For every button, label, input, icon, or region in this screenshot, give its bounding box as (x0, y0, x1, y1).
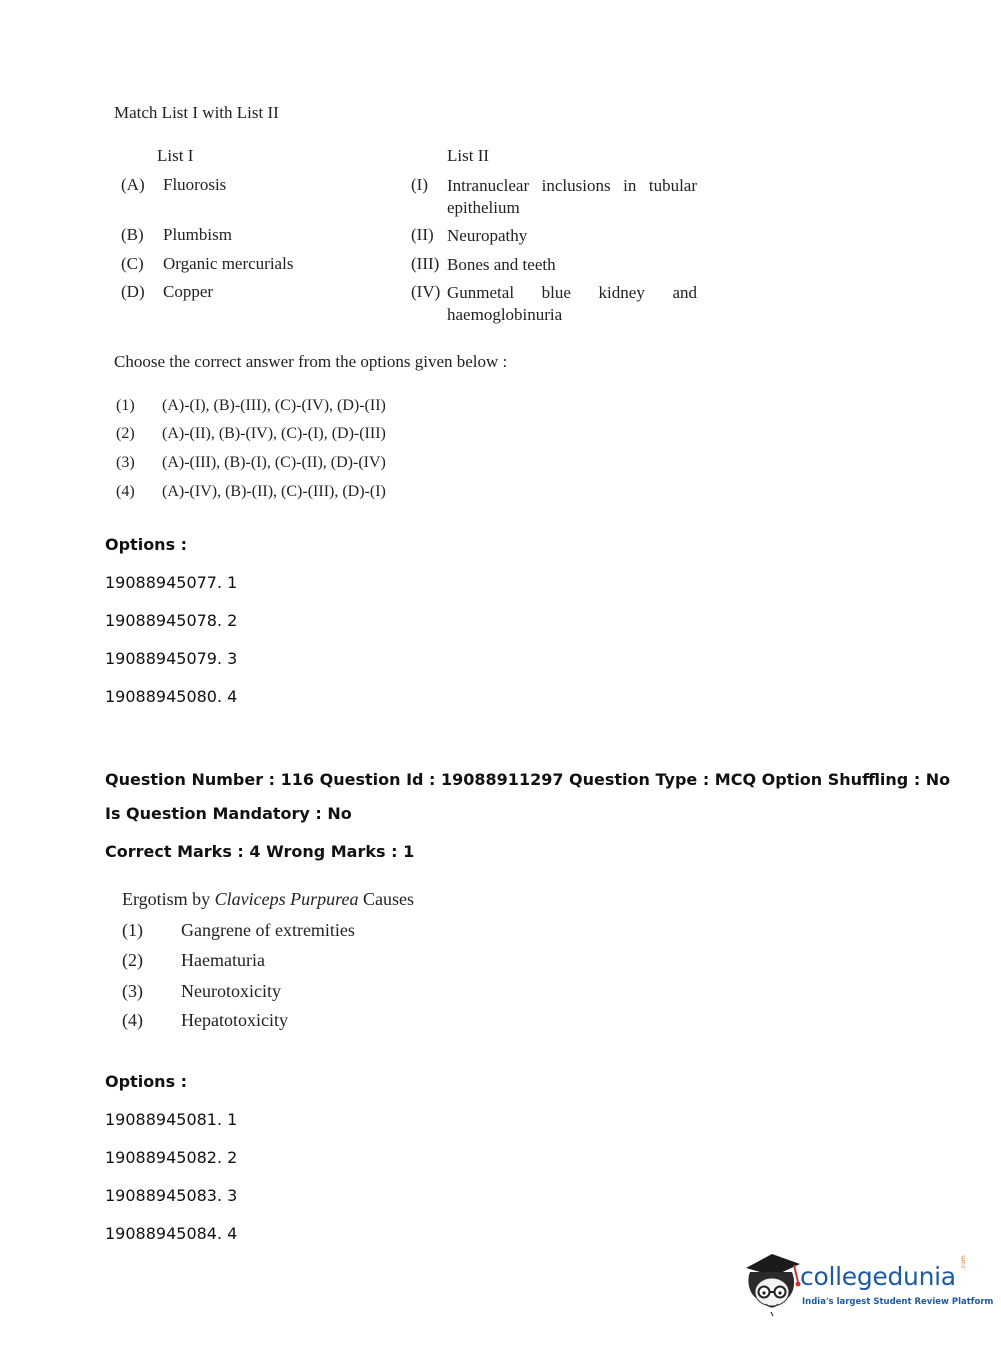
answer-choice: (3) Neurotoxicity (122, 981, 281, 1001)
question-marks: Correct Marks : 4 Wrong Marks : 1 (105, 842, 415, 861)
option-id: 19088945080. 4 (105, 687, 238, 706)
brand-tagline: India's largest Student Review Platform (802, 1297, 994, 1307)
brand-name: collegedunia (800, 1262, 956, 1291)
option-id: 19088945084. 4 (105, 1224, 238, 1243)
list1-heading: List I (157, 146, 194, 165)
list2-item: (I) Intranuclear inclusions in tubular epithelium (411, 175, 697, 217)
option-id: 19088945077. 1 (105, 573, 238, 592)
options-label: Options : (105, 535, 188, 554)
option-id: 19088945081. 1 (105, 1110, 238, 1129)
list1-item: (D) Copper (121, 282, 214, 301)
question-intro: Match List I with List II (114, 103, 279, 122)
question-mandatory: Is Question Mandatory : No (105, 804, 352, 823)
question-text: Ergotism by Claviceps Purpurea Causes (122, 889, 414, 909)
list1-item: (B) Plumbism (121, 225, 232, 244)
mascot-icon (742, 1248, 802, 1318)
answer-choice: (3) (A)-(III), (B)-(I), (C)-(II), (D)-(IV) (116, 454, 386, 471)
list1-item: (C) Organic mercurials (121, 254, 294, 273)
list1-item: (A) Fluorosis (121, 175, 227, 194)
list2-item: (II) Neuropathy (411, 225, 528, 245)
list2-item: (IV) Gunmetal blue kidney and haemoglobinuria (411, 282, 697, 324)
options-label: Options : (105, 1072, 188, 1091)
answer-choice: (1) (A)-(I), (B)-(III), (C)-(IV), (D)-(II) (116, 397, 386, 414)
list2-heading: List II (447, 146, 490, 165)
answer-choice: (1) Gangrene of extremities (122, 920, 355, 940)
collegedunia-logo (742, 1248, 994, 1320)
option-id: 19088945079. 3 (105, 649, 238, 668)
answer-choice: (2) (A)-(II), (B)-(IV), (C)-(I), (D)-(III) (116, 425, 386, 442)
brand-domain: .com (960, 1255, 967, 1270)
list2-item: (III) Bones and teeth (411, 254, 556, 274)
option-id: 19088945078. 2 (105, 611, 238, 630)
option-id: 19088945082. 2 (105, 1148, 238, 1167)
answer-choice: (4) (A)-(IV), (B)-(II), (C)-(III), (D)-(I) (116, 483, 386, 500)
answer-choice: (2) Haematuria (122, 950, 265, 970)
option-id: 19088945083. 3 (105, 1186, 238, 1205)
question-meta: Question Number : 116 Question Id : 19088911297 Question Type : MCQ Option Shuffling : No (105, 770, 951, 789)
choose-instruction: Choose the correct answer from the options given below : (114, 352, 508, 371)
answer-choice: (4) Hepatotoxicity (122, 1010, 288, 1030)
